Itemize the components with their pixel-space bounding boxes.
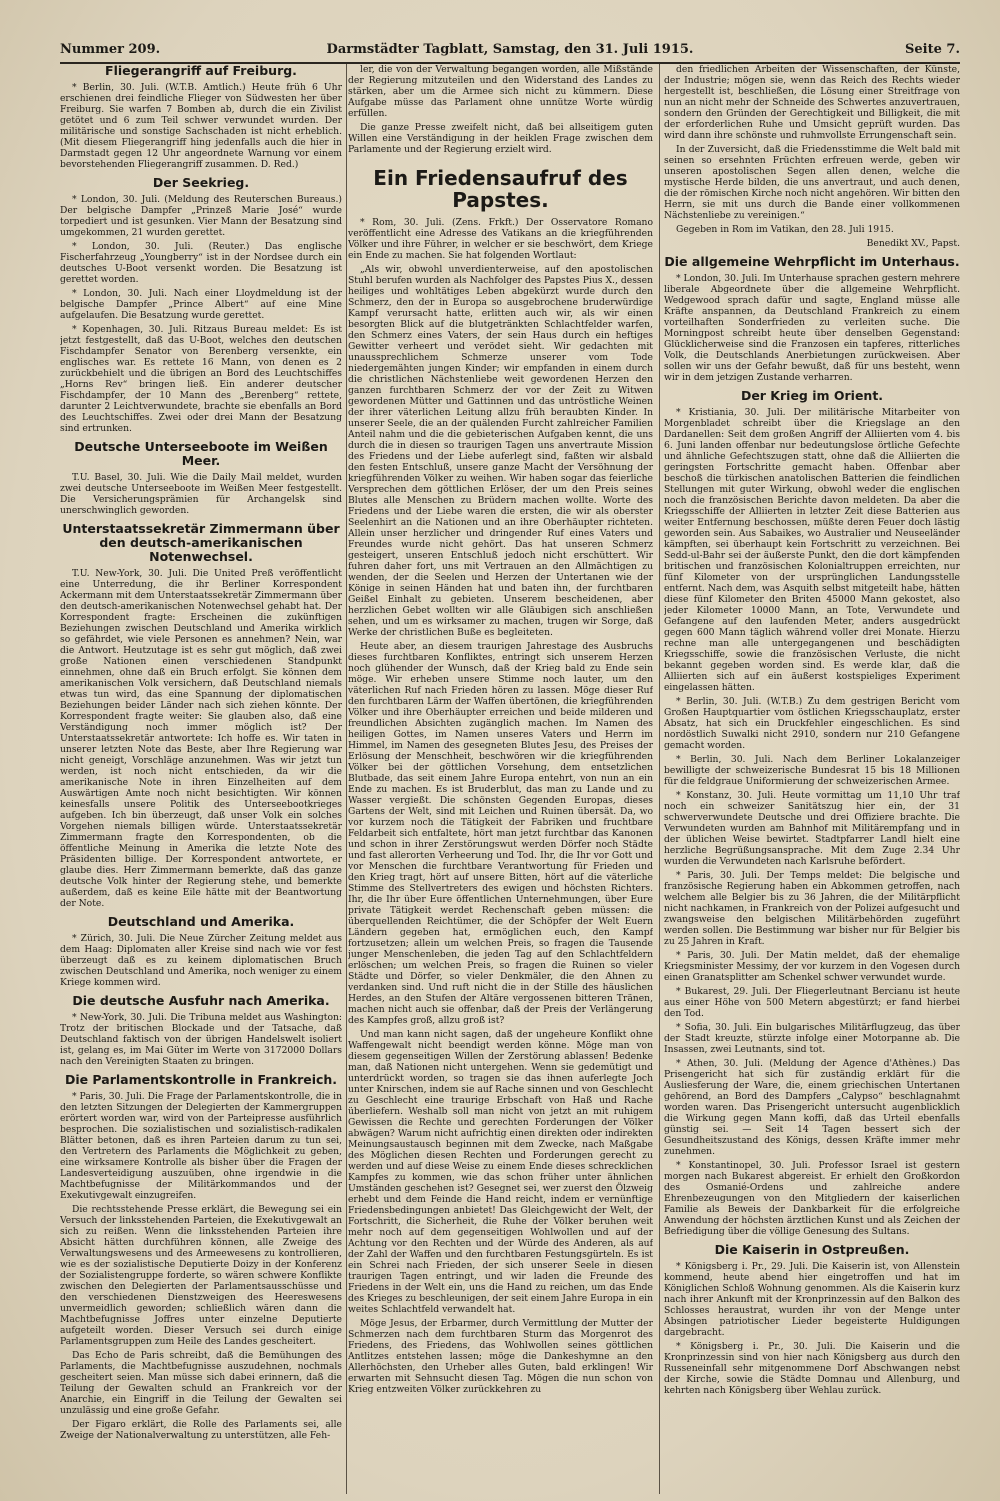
article-paragraph: * Berlin, 30. Juli. Nach dem Berliner Lokalanzeiger bewilligte der schweizerische Bundesrat 15 bis 18 Millionen für die feldgraue Uniformierung der schweizerischen Armee. (664, 754, 960, 787)
article-paragraph: * Paris, 30. Juli. Der Temps meldet: Die belgische und französische Regierung haben ein Abkommen getroffen, nach welchem alle Belgier bis zu 36 Jahren, die der Militärpflicht nicht nachkamen, in Frankreich von der Polizei aufgesucht und zwangsweise den belgischen Militärbehörden zugeführt werden sollen. Die Bestimmung war bisher nur für Belgier bis zu 25 Jahren in Kraft. (664, 870, 960, 947)
column-2 (348, 64, 653, 1494)
article-paragraph: * Sofia, 30. Juli. Ein bulgarisches Militärflugzeug, das über der Stadt kreuzte, stürzte infolge einer Motorpanne ab. Die Insassen, zwei Leutnants, sind tot. (664, 1022, 960, 1055)
article-paragraph: Die rechtsstehende Presse erklärt, die Bewegung sei ein Versuch der linksstehenden Parteien, die Exekutivgewalt an sich zu reißen. Wenn die linksstehenden Parteien ihre Absicht hätten durchführen können, alle Zweige des Verwaltungswesens und des Armeewesens zu kontrollieren, wie es der sozialistische Deputierte Doizy in der Konferenz der Sozialistengruppe forderte, so wären schwere Konflikte zwischen den Delegierten der Parlamentsausschüsse und den verschiedenen Dienstzweigen des Heereswesens unvermeidlich geworden; schließlich wären dann die Machtbefugnisse Joffres unter einzelne Deputierte aufgeteilt worden. Dieser Versuch sei durch einige Parlamentsgruppen zum Heile des Landes gescheitert. (60, 1204, 342, 1347)
article-paragraph: * Paris, 30. Juli. Der Matin meldet, daß der ehemalige Kriegsminister Messimy, der vor kurzem in den Vogesen durch einen Granatsplitter am Schenkel schwer verwundet wurde. (664, 950, 960, 983)
article-paragraph: ler, die von der Verwaltung begangen worden, alle Mißstände der Regierung mitzuteilen und den Widerstand des Landes zu stärken, aber um die Armee sich nicht zu kümmern. Diese Aufgabe müsse das Parlament ohne unnütze Worte würdig erfüllen. (348, 64, 653, 119)
article-paragraph: den friedlichen Arbeiten der Wissenschaften, der Künste, der Industrie; mögen sie, wenn das Reich des Rechts wieder hergestellt ist, beschließen, die Lösung einer Streitfrage von nun an nicht mehr der Schneide des Schwertes anzuvertrauen, sondern den Gründen der Gerechtigkeit und Billigkeit, die mit der erforderlichen Ruhe und Umsicht geprüft wurden. Das wird dann ihre schönste und ruhmvollste Errungenschaft sein. (664, 64, 960, 141)
article-paragraph: * Rom, 30. Juli. (Zens. Frkft.) Der Osservatore Romano veröffentlicht eine Adresse des Vatikans an die kriegführenden Völker und ihre Führer, in welcher er sie beschwört, dem Kriege ein Ende zu machen. Sie hat folgenden Wortlaut: (348, 217, 653, 261)
issue-number: Nummer 209. (60, 42, 161, 57)
headline-wehrpflicht: Die allgemeine Wehrpflicht im Unterhaus. (664, 254, 960, 269)
column-rule (346, 64, 347, 1494)
article-paragraph: T.U. New-York, 30. Juli. Die United Preß veröffentlicht eine Unterredung, die ihr Berliner Korrespondent Ackermann mit dem Unterstaatssekretär Zimmermann über den deutsch-amerikanischen Notenwechsel gehabt hat. Der Korrespondent fragte: Erscheinen die zukünftigen Beziehungen zwischen Deutschland und Amerika wirklich so gefährdet, wie viele Personen es annehmen? Nein, war die Antwort. Heutzutage ist es sehr gut möglich, daß zwei große Nationen einen verschiedenen Standpunkt einnehmen, ohne daß ein Bruch erfolgt. Sie können dem amerikanischen Volk versichern, daß Deutschland niemals etwas tun wird, das eine Spannung der diplomatischen Beziehungen beider Länder nach sich ziehen könnte. Der Korrespondent fragte weiter: Sie glauben also, daß eine Verständigung noch immer möglich ist? Der Unterstaatssekretär antwortete: Ich hoffe es. Wir taten in unserer letzten Note das Beste, aber Ihre Regierung war nicht geneigt, Vorschläge anzunehmen. Was wir jetzt tun werden, ist noch nicht entschieden, da wir die amerikanische Note in ihren Einzelheiten auf dem Auswärtigen Amte noch nicht besichtigten. Wir können keinesfalls unsere Politik des Unterseebootkrieges aufgeben. Ich bin überzeugt, daß unser Volk ein solches Vorgehen niemals billigen würde. Unterstaatssekretär Zimmermann fragte den Korrespondenten, ob die öffentliche Meinung in Amerika die letzte Note des Präsidenten billige. Der Korrespondent antwortete, er glaube dies. Herr Zimmermann bemerkte, daß das ganze deutsche Volk hinter der Regierung stehe, und bemerkte außerdem, daß es keine Eile hätte mit der Beantwortung der Note. (60, 568, 342, 909)
article-paragraph: * Athen, 30. Juli. (Meldung der Agence d'Athènes.) Das Prisengericht hat sich für zuständig erklärt für die Ausliesferung der Ware, die, einem griechischen Untertanen gehörend, an Bord des Dampfers „Calypso“ beschlagnahmt worden waren. Das Prisengericht untersucht augenblicklich die Wirkung gegen Mann koffi, daß das Urteil ebenfalls günstig sei. — Seit 14 Tagen bessert sich der Gesundheitszustand des Königs, dessen Kräfte immer mehr zunehmen. (664, 1058, 960, 1157)
headline-seekrieg: Der Seekrieg. (152, 175, 250, 190)
article-paragraph: Die ganze Presse zweifelt nicht, daß bei allseitigem guten Willen eine Verständigung in der heiklen Frage zwischen dem Parlamente und der Regierung erzielt wird. (348, 122, 653, 155)
article-paragraph: Gegeben in Rom im Vatikan, den 28. Juli 1915. (676, 224, 894, 235)
article-paragraph: * Königsberg i. Pr., 29. Juli. Die Kaiserin ist, von Allenstein kommend, heute abend hier eingetroffen und hat im Königlichen Schloß Wohnung genommen. Als die Kaiserin kurz nach ihrer Ankunft mit der Kronprinzessin auf den Balkon des Schlosses heraustrat, wurden ihr von der Menge unter Absingen patriotischer Lieder begeisterte Huldigungen dargebracht. (664, 1261, 960, 1338)
article-paragraph: * Paris, 30. Juli. Die Frage der Parlamentskontrolle, die in den letzten Sitzungen der Delegierten der Kammergruppen erörtert worden war, wird von der Parteipresse ausführlich besprochen. Die sozialistischen und sozialistisch-radikalen Blätter betonen, daß es ihren Parteien darum zu tun sei, den Vertretern des Parlaments die Möglichkeit zu geben, eine wirksamere Kontrolle als bisher über die Fragen der Landesverteidigung auszuüben, ohne irgendwie in die Machtbefugnisse der Militärkommandos und der Exekutivgewalt einzugreifen. (60, 1091, 342, 1201)
article-paragraph: * Zürich, 30. Juli. Die Neue Zürcher Zeitung meldet aus dem Haag: Diplomaten aller Kreise sind nach wie vor fest überzeugt daß es zu keinem diplomatischen Bruch zwischen Deutschland und Amerika, noch weniger zu einem Kriege kommen wird. (60, 933, 342, 988)
article-paragraph: Der Figaro erklärt, die Rolle des Parlaments sei, alle Zweige der Nationalverwaltung zu unterstützen, alle Feh- (60, 1419, 342, 1441)
masthead (60, 40, 960, 64)
column-rule (659, 64, 660, 1494)
article-paragraph: * London, 30. Juli. (Meldung des Reuterschen Bureaus.) Der belgische Dampfer „Prinzeß Marie José“ wurde torpediert und ist gesunken. Vier Mann der Besatzung sind umgekommen, 21 wurden gerettet. (60, 194, 342, 238)
headline-deutschland-amerika: Deutschland und Amerika. (107, 914, 295, 929)
article-paragraph: Und man kann nicht sagen, daß der ungeheure Konflikt ohne Waffengewalt nicht beendigt werden könne. Möge man von diesem gegenseitigen Willen der Zerstörung ablassen! Bedenke man, daß Nationen nicht untergehen. Wenn sie gedemütigt und unterdrückt worden, so tragen sie das ihnen auferlegte Joch unter Knirschen, indem sie auf Rache sinnen und von Geschlecht zu Geschlecht eine traurige Erbschaft von Haß und Rache überliefern. Weshalb soll man nicht von jetzt an mit ruhigem Gewissen die Rechte und gerechten Forderungen der Völker abwägen? Warum nicht aufrichtig einen direkten oder indirekten Meinungsaustausch beginnen mit dem Zwecke, nach Maßgabe des Möglichen diesen Rechten und Forderungen gerecht zu werden und auf diese Weise zu einem Ende dieses schrecklichen Kampfes zu kommen, wie das schon früher unter ähnlichen Umständen geschehen ist? Gesegnet sei, wer zuerst den Ölzweig erhebt und dem Feinde die Hand reicht, indem er vernünftige Friedensbedingungen anbietet! Das Gleichgewicht der Welt, der Fortschritt, die Sicherheit, die Ruhe der Völker beruhen weit mehr noch auf dem gegenseitigen Wohlwollen und auf der Achtung vor den Rechten und der Würde des Anderen, als auf der Zahl der Waffen und den furchtbaren Festungsgürteln. Es ist ein Schrei nach Frieden, der sich unserer Seele in diesen traurigen Tagen entringt, und wir laden die Freunde des Friedens in der Welt ein, uns die Hand zu reichen, um das Ende des Krieges zu beschleunigen, der seit einem Jahre Europa in ein weites Schlachtfeld verwandelt hat. (348, 1029, 653, 1315)
article-paragraph: In der Zuversicht, daß die Friedensstimme die Welt bald mit seinen so ersehnten Früchten erfreuen werde, geben wir unseren apostolischen Segen allen denen, welche die mystische Herde bilden, die uns anvertraut, und auch denen, die der römischen Kirche noch nicht angehören. Wir bitten den Herrn, sie mit uns durch die Bande einer vollkommenen Nächstenliebe zu vereinigen.“ (664, 144, 960, 221)
article-paragraph: * London, 30. Juli. (Reuter.) Das englische Fischerfahrzeug „Youngberry“ ist in der Nordsee durch ein deutsches U-Boot versenkt worden. Die Besatzung ist gerettet worden. (60, 241, 342, 285)
article-paragraph: * Konstanz, 30. Juli. Heute vormittag um 11,10 Uhr traf noch ein schweizer Sanitätszug hier ein, der 31 schwerverwundete Deutsche und drei Offiziere brachte. Die Verwundeten wurden am Bahnhof mit Militärempfang und in der üblichen Weise bewirtet. Stadtpfarrer Landl hielt eine herzliche Begrüßungsansprache. Mit dem Zuge 2.34 Uhr wurden die Verwundeten nach Karlsruhe befördert. (664, 790, 960, 867)
article-paragraph: * New-York, 30. Juli. Die Tribuna meldet aus Washington: Trotz der britischen Blockade und der Tatsache, daß Deutschland faktisch von der übrigen Handelswelt isoliert ist, gelang es, im Mai Güter im Werte von 3172000 Dollars nach den Vereinigten Staaten zu bringen. (60, 1012, 342, 1067)
headline-unterseeboote: Deutsche Unterseeboote im Weißen Meer. (74, 439, 328, 468)
article-paragraph: * London, 30. Juli. Nach einer Lloydmeldung ist der belgische Dampfer „Prince Albert“ auf eine Mine aufgelaufen. Die Besatzung wurde gerettet. (60, 288, 342, 321)
headline-friedensaufruf: Ein Friedensaufruf des Papstes. (373, 166, 628, 212)
column-3 (664, 64, 960, 1494)
headline-freiburg: Fliegerangriff auf Freiburg. (105, 64, 297, 78)
article-paragraph: * Bukarest, 29. Juli. Der Fliegerleutnant Bercianu ist heute aus einer Höhe von 500 Metern abgestürzt; er fand hierbei den Tod. (664, 986, 960, 1019)
article-paragraph: * Königsberg i. Pr., 30. Juli. Die Kaiserin und die Kronprinzessin sind von hier nach Königsberg aus durch den Russeneinfall sehr mitgenommene Dorf Abschwangen nebst der Kirche, sowie die Städte Domnau und Allenburg, und kehrten nach Königsberg über Wehlau zurück. (664, 1341, 960, 1396)
headline-orient: Der Krieg im Orient. (740, 388, 884, 403)
article-paragraph: * Konstantinopel, 30. Juli. Professor Israel ist gestern morgen nach Bukarest abgereist. Er erhielt den Großkordon des Osmanié-Ordens und zahlreiche andere Ehrenbezeugungen von den Mitgliedern der kaiserlichen Familie als Beweis der Dankbarkeit für die erfolgreiche Anwendung der höchsten ärztlichen Kunst und als Zeichen der Befriedigung über die völlige Genesung des Sultans. (664, 1160, 960, 1237)
article-paragraph: * London, 30. Juli. Im Unterhause sprachen gestern mehrere liberale Abgeordnete über die allgemeine Wehrpflicht. Wedgewood sprach dafür und sagte, England müsse alle Kräfte anspannen, da Deutschland Frankreich zu einem vorteilhaften Sonderfrieden zu verleiten suche. Die Morningpost schreibt heute über denselben Gegenstand: Glücklicherweise sind die Franzosen ein tapferes, ritterliches Volk, die Deutschlands Anerbietungen zurückweisen. Aber sollen wir uns der Gefahr bewußt, daß für uns besteht, wenn wir in dem jetzigen Zustande verharren. (664, 273, 960, 383)
page-number: Seite 7. (905, 42, 960, 57)
article-paragraph: * Kopenhagen, 30. Juli. Ritzaus Bureau meldet: Es ist jetzt festgestellt, daß das U-Boot, welches den deutschen Fischdampfer Senator von Berenberg versenkte, ein englisches war. Es rettete 16 Mann, von denen es 2 zurückbehielt und die übrigen an Bord des Leuchtschiffes „Horns Rev“ bringen ließ. Ein anderer deutscher Fischdampfer, der 10 Mann des „Berenberg“ rettete, darunter 2 Leichtverwundete, brachte sie ebenfalls an Bord des Leuchtschiffes. Zwei oder drei Mann der Besatzung sind ertrunken. (60, 324, 342, 434)
signature-line: Benedikt XV., Papst. (866, 238, 960, 249)
newspaper-title: Darmstädter Tagblatt, Samstag, den 31. Juli 1915. (326, 42, 694, 57)
article-paragraph: Heute aber, an diesem traurigen Jahrestage des Ausbruchs dieses furchtbaren Konfliktes, entringt sich unserem Herzen noch glühender der Wunsch, daß der Krieg bald zu Ende sein möge. Wir erheben unsere Stimme noch lauter, um den väterlichen Ruf nach Frieden hören zu lassen. Möge dieser Ruf den furchtbaren Lärm der Waffen übertönen, die kriegführenden Völker und ihre Oberhäupter erreichen und beide milderen und freundlichen Absichten zugänglich machen. Im Namen des heiligen Gottes, im Namen unseres Vaters und Herrn im Himmel, im Namen des gesegneten Blutes Jesu, des Preises der Erlösung der Menschheit, beschwören wir die kriegführenden Völker bei der göttlichen Vorsehung, dem entsetzlichen Blutbade, das seit einem Jahre Europa entehrt, von nun an ein Ende zu machen. Es ist Bruderblut, das man zu Lande und zu Wasser vergießt. Die schönsten Gegenden Europas, dieses Gartens der Welt, sind mit Leichen und Ruinen übersät. Da, wo vor kurzem noch die Tätigkeit der Fabriken und fruchtbare Feldarbeit sich entfaltete, hört man jetzt furchtbar das Kanonen und schon in ihrer Zerstörungswut werden Dörfer noch Städte und fast allerorten Verheerung und Tod. Ihr, die Ihr vor Gott und vor Menschen die furchtbare Verantwortung für Frieden und den Krieg tragt, hört auf unsere Bitten, hört auf die väterliche Stimme des Stellvertreters des ewigen und höchsten Richters. Ihr, die Ihr über Eure öffentlichen Unternehmungen, über Eure private Tätigkeit werdet Rechenschaft geben müssen: die überquellenden Reichtümer, die der Schöpfer der Welt Euern Ländern gegeben hat, ermöglichen euch, den Kampf fortzusetzen; allein um welchen Preis, so fragen die Tausende junger Menschenleben, die jeden Tag auf den Schlachtfeldern erlöschen; um welchen Preis, so fragen die Ruinen so vieler Städte und Dörfer, so vieler Denkmäler, die den Ahnen zu verdanken sind. Und ruft nicht die in der Stille des häuslichen Herdes, an den Stufen der Altäre vergossenen bitteren Tränen, machen nicht auch sie offenbar, daß der Preis der Verlängerung des Kampfes groß, allzu groß ist? (348, 641, 653, 1026)
headline-kaiserin: Die Kaiserin in Ostpreußen. (714, 1242, 910, 1257)
headline-ausfuhr: Die deutsche Ausfuhr nach Amerika. (72, 993, 330, 1008)
article-paragraph: „Als wir, obwohl unverdienterweise, auf den apostolischen Stuhl berufen wurden als Nachfolger des Papstes Pius X., dessen heiliges und wohltätiges Leben abgekürzt wurde durch den Schmerz, den der in Europa so ausgebrochene bruderwürdige Kampf verursacht hatte, erlitten auch wir, als wir einen besorgten Blick auf die blutgetränkten Schlachtfelder warfen, den Schmerz eines Vaters, der sein Haus durch ein heftiges Gewitter verheert und verödet sieht. Wir gedachten mit unaussprechlichem Schmerze unserer vom Tode niedergemähten jungen Kinder; wir empfanden in einem durch die christlichen Nächstenliebe weit gewordenen Herzen den ganzen furchtbaren Schmerz der vor der Zeit zu Witwen gewordenen Mütter und Gattinnen und das untröstliche Weinen der ihrer väterlichen Leitung allzu früh beraubten Kinder. In unserer Seele, die an der quälenden Furcht zahlreicher Familien Anteil nahm und die die gebieterischen Aufgaben kennt, die uns durch die in diesen so traurigen Tagen uns anvertraute Mission des Friedens und der Liebe auferlegt sind, faßten wir alsbald den festen Entschluß, unsere ganze Macht der Versöhnung der kriegführenden Völker zu weihen. Wir haben sogar das feierliche Versprechen dem göttlichen Erlöser, der um den Preis seines Blutes alle Menschen zu Brüdern machen wollte. Worte des Friedens und der Liebe waren die ersten, die wir als oberster Seelenhirt an die Nationen und an ihre Oberhäupter richteten. Allein unser herzlicher und dringender Ruf eines Vaters und Freundes wurde nicht gehört. Das hat unseren Schmerz gesteigert, unseren Entschluß jedoch nicht erschüttert. Wir fuhren daher fort, uns mit Vertrauen an den Allmächtigen zu wenden, der die Seelen und Herzen der Untertanen wie der Könige in seinen Händen hat und baten ihn, der furchtbaren Geißel Einhalt zu gebieten. Unserem bescheidenen, aber herzlichen Gebet wollten wir alle Gläubigen sich anschließen sehen, und um es wirksamer zu machen, trugen wir Sorge, daß Werke der christlichen Buße es begleiteten. (348, 264, 653, 638)
article-paragraph: Das Echo de Paris schreibt, daß die Bemühungen des Parlaments, die Machtbefugnisse auszudehnen, nochmals gescheitert seien. Man müsse sich dabei erinnern, daß die Teilung der Gewalten schuld an Frankreich vor der Anarchie, ein Eingriff in die Teilung der Gewalten sei unzulässig und eine große Gefahr. (60, 1350, 342, 1416)
column-1 (60, 64, 342, 1494)
article-paragraph: * Berlin, 30. Juli. (W.T.B. Amtlich.) Heute früh 6 Uhr erschienen drei feindliche Flieger von Südwesten her über Freiburg. Sie warfen 7 Bomben ab, durch die ein Zivilist getötet und 6 zum Teil schwer verwundet wurden. Der militärische und sonstige Sachschaden ist nicht erheblich. (Mit diesem Fliegerangriff hing jedenfalls auch die hier in Darmstadt gegen 12 Uhr angeordnete Warnung vor einem bevorstehenden Fliegerangriff zusammen. D. Red.) (60, 82, 342, 170)
article-paragraph: * Kristiania, 30. Juli. Der militärische Mitarbeiter von Morgenbladet schreibt über die Kriegslage an den Dardanellen: Seit dem großen Angriff der Alliierten vom 4. bis 6. Juni landen offenbar nur bedeutungslose örtliche Gefechte und ähnliche Gefechtszugen statt, ohne daß die Alliierten die geringsten Fortschritte gemacht haben. Offenbar aber beschoß die türkischen anatolischen Batterien die feindlichen Stellungen mit guter Wirkung, obwohl weder die englischen noch die französischen Berichte davon meldeten. Da aber die Kriegsschiffe der Alliierten in letzter Zeit diese Batterien aus weiter Entfernung beschossen, müßte deren Feuer doch lästig geworden sein. Aus Sabaikes, wo Australier und Neuseeländer kämpften, sei überhaupt kein Fortschritt zu verzeichnen. Bei Sedd-ul-Bahr sei der äußerste Punkt, den die dort kämpfenden britischen und französischen Kolonialtruppen erreichten, nur fünf Kilometer von der ursprünglichen Landungsstelle entfernt. Nach dem, was Asquith selbst mitgeteilt habe, hätten diese fünf Kilometer den Briten 45000 Mann gekostet, also jeder Kilometer 10000 Mann, an Tote, Verwundete und Gefangene auf den laufenden Meter, anders ausgedrückt gegen 600 Mann täglich während voller drei Monate. Hierzu rechne man alle untergegangenen und beschädigten Kriegsschiffe, sowie die französischen Verluste, die nicht bekannt gegeben worden sind. Es werde klar, daß die Alliierten sich auf ein äußerst kostspieliges Experiment eingelassen hätten. (664, 407, 960, 693)
article-paragraph: * Berlin, 30. Juli. (W.T.B.) Zu dem gestrigen Bericht vom Großen Hauptquartier vom östlichen Kriegsschauplatz, erster Absatz, hat sich ein Druckfehler eingeschlichen. Es sind nordöstlich Suwalki nicht 2910, sondern nur 210 Gefangene gemacht worden. (664, 696, 960, 751)
article-paragraph: T.U. Basel, 30. Juli. Wie die Daily Mail meldet, wurden zwei deutsche Unterseeboote im Weißen Meer festgestellt. Die Versicherungsprämien für Archangelsk sind unerschwinglich geworden. (60, 472, 342, 516)
headline-zimmermann: Unterstaatssekretär Zimmermann über den deutsch-amerikanischen Notenwechsel. (62, 521, 340, 564)
headline-parlamentskontrolle: Die Parlamentskontrolle in Frankreich. (64, 1072, 338, 1087)
article-paragraph: Möge Jesus, der Erbarmer, durch Vermittlung der Mutter der Schmerzen nach dem furchtbaren Sturm das Morgenrot des Friedens, des Friedens, das Wohlwollen seines göttlichen Antlitzes entstehen lassen; möge die Dankeshymne an den Allerhöchsten, den Urheber alles Guten, bald erklingen! Wir erwarten mit Sehnsucht diesen Tag. Mögen die nun schon von Krieg entzweiten Völker zurückkehren zu (348, 1318, 653, 1395)
